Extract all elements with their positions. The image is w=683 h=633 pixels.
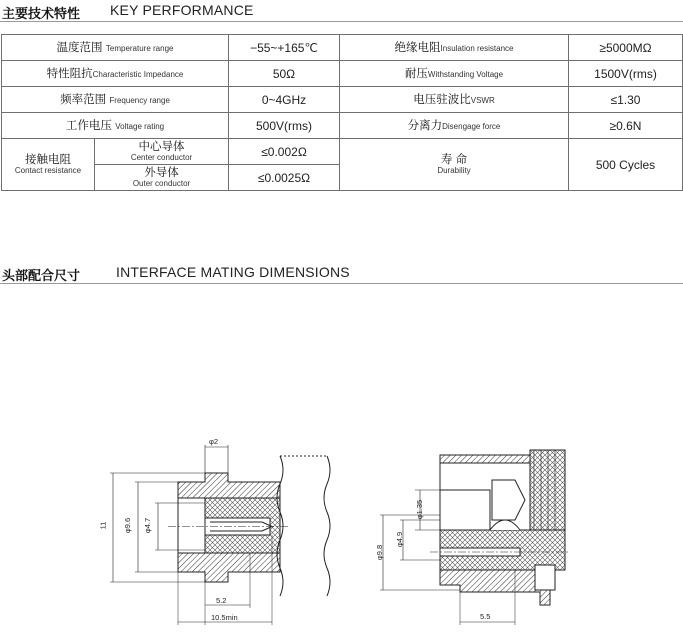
- spec-label: 工作电压 Voltage rating: [2, 113, 229, 139]
- center-conductor-label: 中心导体 Center conductor: [95, 139, 229, 165]
- dim-phi96: φ9.6: [123, 517, 133, 534]
- interface-title-en: INTERFACE MATING DIMENSIONS: [116, 264, 350, 280]
- dim-105: 10.5min: [211, 613, 238, 622]
- spec-value: 1500V(rms): [569, 61, 683, 87]
- spec-label: 频率范围 Frequency range: [2, 87, 229, 113]
- dim-11: 11: [98, 521, 108, 530]
- dim-55: 5.5: [480, 612, 491, 621]
- spec-value: ≥0.6N: [569, 113, 683, 139]
- spec-value: 500V(rms): [229, 113, 340, 139]
- durability-value: 500 Cycles: [569, 139, 683, 191]
- center-conductor-value: ≤0.002Ω: [229, 139, 340, 165]
- spec-value: 50Ω: [229, 61, 340, 87]
- dim-52: 5.2: [216, 596, 227, 605]
- spec-value: ≤1.30: [569, 87, 683, 113]
- spec-label: 温度范围 Temperature range: [2, 35, 229, 61]
- spec-value: 0~4GHz: [229, 87, 340, 113]
- durability-label: 寿 命 Durability: [340, 139, 569, 191]
- outer-conductor-label: 外导体 Outer conductor: [95, 165, 229, 191]
- spec-value: −55~+165℃: [229, 35, 340, 61]
- dim-phi47: φ4.7: [143, 517, 153, 534]
- table-row: [2, 87, 683, 113]
- spec-label: 分离力Disengage force: [340, 113, 569, 139]
- spec-label: 特性阻抗Characteristic Impedance: [2, 61, 229, 87]
- spec-label: 绝缘电阻Insulation resistance: [340, 35, 569, 61]
- key-performance-title-en: KEY PERFORMANCE: [110, 2, 254, 18]
- table-row: [2, 61, 683, 87]
- interface-header: [0, 262, 683, 284]
- table-row: [2, 139, 683, 165]
- section-divider: [0, 21, 683, 22]
- key-performance-table: [1, 34, 683, 191]
- interface-title-cn: 头部配合尺寸: [2, 268, 81, 283]
- key-performance-header: [0, 0, 683, 22]
- male-interface-drawing: [380, 450, 570, 625]
- spec-value: ≥5000MΩ: [569, 35, 683, 61]
- dim-phi49: φ4.9: [395, 531, 405, 548]
- key-performance-title-cn: 主要技术特性: [2, 6, 81, 21]
- spec-label: 电压驻波比VSWR: [340, 87, 569, 113]
- dim-phi135: φ1.35: [415, 499, 425, 520]
- contact-resistance-label: 接触电阻 Contact resistance: [2, 139, 95, 191]
- table-row: [2, 113, 683, 139]
- table-row: [2, 35, 683, 61]
- outer-conductor-value: ≤0.0025Ω: [229, 165, 340, 191]
- dim-phi98: φ9.8: [375, 544, 385, 561]
- section-divider: [0, 283, 683, 284]
- spec-label: 耐压Withstanding Voltage: [340, 61, 569, 87]
- interface-drawing: [0, 430, 683, 633]
- dim-phi2: φ2: [209, 437, 219, 446]
